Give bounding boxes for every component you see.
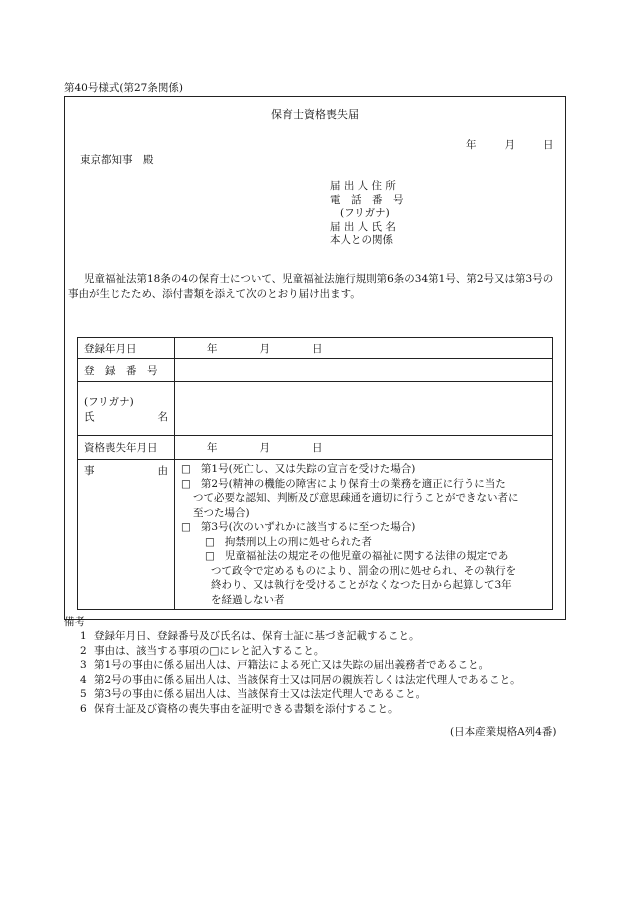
reason-3-option[interactable]: □ 第3号(次のいずれかに該当するに至つた場合) (181, 521, 416, 533)
intro-text: 児童福祉法第18条の4の保育士について、児童福祉法施行規則第6条の34第1号、第2号又は第3号の事由が生じたため、添付書類を添えて次のとおり届け出ます。 (68, 273, 554, 300)
checkbox[interactable]: □ (181, 463, 191, 475)
submission-date[interactable] (466, 137, 554, 152)
loss-date-field[interactable]: 年 月 日 (175, 436, 553, 460)
list-item: 1 登録年月日、登録番号及び氏名は、保育士証に基づき記載すること。 (80, 630, 420, 642)
applicant-phone-label: 電 話 番 号 (330, 193, 404, 206)
info-table (77, 337, 553, 610)
table-row (78, 359, 553, 382)
reg-date-field[interactable]: 年 月 日 (175, 338, 553, 359)
list-item: 3 第1号の事由に係る届出人は、戸籍法による死亡又は失踪の届出義務者であること。 (80, 659, 490, 671)
applicant-name-label: 届 出 人 氏 名 (330, 220, 396, 233)
reason-3-sub2-text: 終わり、又は執行を受けることがなくなつた日から起算して3年 (211, 579, 512, 591)
list-item: 2 事由は、該当する事項の□にレと記入すること。 (80, 644, 325, 657)
reason-3-sub2-option[interactable]: □ 児童福祉法の規定その他児童の福祉に関する法律の規定であ (205, 550, 509, 562)
addressee: 東京都知事 殿 (80, 154, 154, 166)
reason-2-text: 至つた場合) (193, 506, 250, 519)
applicant-relation-label: 本人との関係 (330, 234, 393, 246)
list-item: 5 第3号の事由に係る届出人は、当該保育士又は法定代理人であること。 (80, 688, 427, 700)
table-row (78, 460, 553, 610)
date-year: 年 (466, 139, 477, 151)
list-item: 4 第2号の事由に係る届出人は、当該保育士又は同居の親族若しくは法定代理人であること。 (80, 673, 521, 686)
reason-3-sub2-text: を経過しない者 (211, 593, 285, 606)
reg-date-label: 登録年月日 (78, 338, 175, 359)
page-title: 保育士資格喪失届 (271, 108, 359, 121)
applicant-address-label: 届 出 人 住 所 (330, 180, 396, 192)
reg-number-label: 登 録 番 号 (78, 359, 175, 382)
name-field[interactable] (175, 382, 553, 436)
checkbox[interactable]: □ (205, 550, 215, 562)
reason-2-text: つて必要な認知、判断及び意思疎通を適切に行うことができない者に (193, 492, 519, 504)
reason-options (175, 460, 553, 610)
table-row (78, 436, 553, 460)
reason-3-sub1-option[interactable]: □ 拘禁刑以上の刑に処せられた者 (205, 535, 372, 548)
checkbox[interactable]: □ (181, 477, 191, 490)
remarks-list (80, 629, 521, 716)
name-label: (フリガナ) 氏 名 (78, 382, 175, 436)
form-number: 第40号様式(第27条関係) (64, 82, 183, 94)
table-row (78, 338, 553, 359)
reason-1-option[interactable]: □ 第1号(死亡し、又は失踪の宣言を受けた場合) (181, 463, 416, 475)
date-month: 月 (504, 139, 515, 151)
table-row (78, 382, 553, 436)
checkbox[interactable]: □ (205, 535, 215, 548)
applicant-fields (330, 180, 404, 248)
name-furigana-label: (フリガナ) (84, 395, 134, 408)
applicant-furigana-label: (フリガナ) (340, 207, 390, 219)
reason-label: 事 由 (78, 460, 175, 610)
list-item: 6 保育士証及び資格の喪失事由を証明できる書類を添付すること。 (80, 702, 399, 715)
remarks-heading: 備考 (64, 616, 85, 628)
reg-number-field[interactable] (175, 359, 553, 382)
reason-3-sub2-text: つて政令で定めるものにより、罰金の刑に処せられ、その執行を (211, 564, 517, 577)
checkbox[interactable]: □ (181, 521, 191, 533)
reason-2-option[interactable]: □ 第2号(精神の機能の障害により保育士の業務を適正に行うに当た (181, 477, 506, 490)
loss-date-label: 資格喪失年月日 (78, 436, 175, 460)
jis-note: (日本産業規格A列4番) (450, 726, 557, 738)
date-day: 日 (543, 139, 554, 151)
